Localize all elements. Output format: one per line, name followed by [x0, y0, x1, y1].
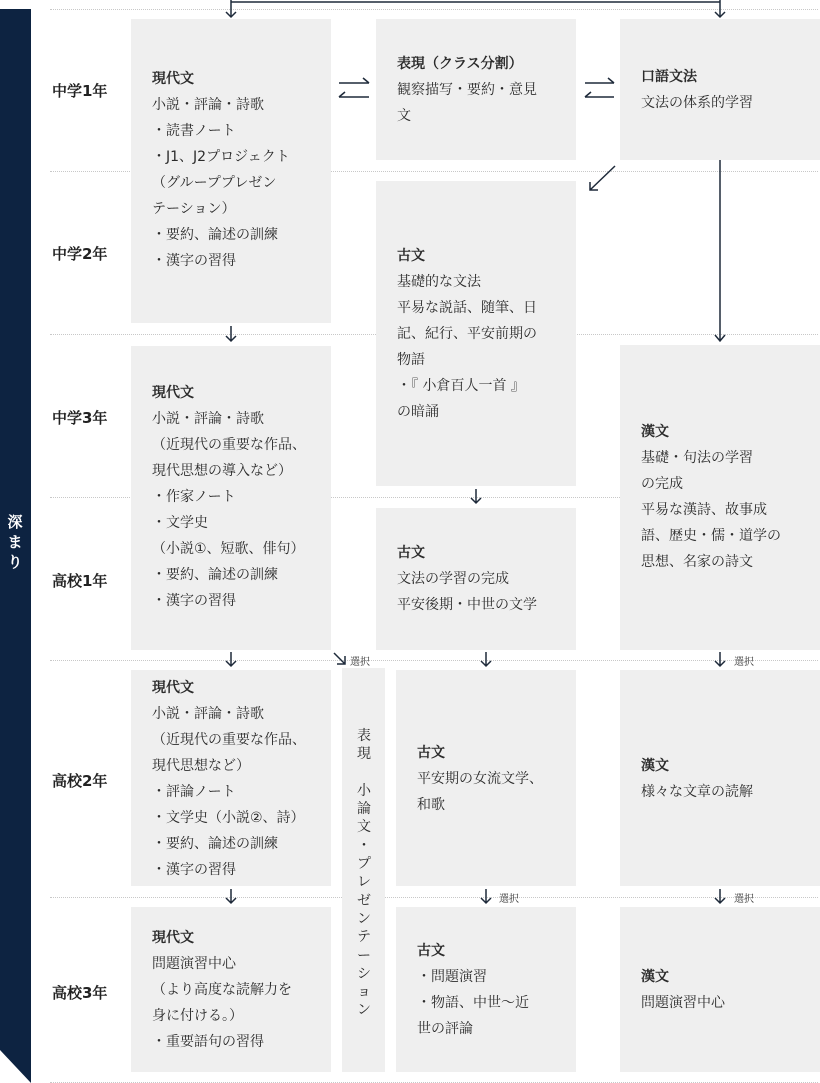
- box-line: 小説・評論・詩歌: [152, 706, 264, 722]
- box-line: ・漢字の習得: [152, 593, 236, 609]
- year-label-h3: 高校3年: [52, 984, 108, 1002]
- box-line: ・問題演習: [417, 969, 487, 985]
- box-line: 現代思想の導入など）: [152, 463, 292, 479]
- select-tag: 選択: [499, 894, 519, 905]
- vertical-char: ー: [357, 947, 371, 964]
- box-line: 問題演習中心: [152, 956, 236, 972]
- vertical-char: ゼ: [357, 892, 371, 909]
- box-line: 思想、名家の詩文: [641, 554, 753, 570]
- box-line: 小説・評論・詩歌: [152, 411, 264, 427]
- vertical-char: レ: [357, 874, 371, 891]
- box-line: 基礎的な文法: [397, 274, 481, 290]
- box-line: 語、歴史・儒・道学の: [641, 528, 781, 544]
- box-line: ・重要語句の習得: [152, 1034, 264, 1050]
- box-line: ・作家ノート: [152, 489, 236, 505]
- box-line: 現代思想など）: [152, 758, 250, 774]
- vertical-char: 文: [357, 819, 371, 836]
- box-line: 平易な漢詩、故事成: [641, 502, 767, 518]
- box-line: ・文学史（小説②、詩）: [152, 810, 305, 826]
- box-line: ・J1、J2プロジェクト: [152, 149, 290, 165]
- down-arrow: [715, 160, 725, 341]
- box-line: 身に付ける。）: [152, 1008, 243, 1024]
- box-line: の暗誦: [397, 404, 439, 420]
- vertical-char: テ: [357, 929, 371, 946]
- vertical-char: シ: [357, 965, 371, 982]
- vertical-char: ン: [357, 1002, 371, 1019]
- down-arrow: [226, 889, 236, 903]
- box-title: 現代文: [152, 930, 194, 946]
- box-title: 口語文法: [641, 69, 697, 85]
- exchange-arrow-right: [585, 78, 614, 83]
- box-line: 和歌: [417, 797, 445, 813]
- vertical-char: ン: [357, 910, 371, 927]
- box-title: 古文: [417, 943, 445, 959]
- box-line: ・評論ノート: [152, 784, 236, 800]
- diagonal-arrow: [590, 166, 615, 190]
- box-line: （グループプレゼン: [152, 175, 277, 191]
- box-title: 漢文: [641, 758, 669, 774]
- box-line: 問題演習中心: [641, 995, 725, 1011]
- depth-label-char: り: [7, 553, 23, 571]
- box-line: （小説①、短歌、俳句）: [152, 541, 305, 557]
- down-arrow: [226, 652, 236, 666]
- box-title: 漢文: [641, 969, 669, 985]
- box-title: 現代文: [152, 385, 194, 401]
- depth-label-char: 深: [7, 513, 23, 531]
- vertical-char: 小: [357, 782, 371, 799]
- vertical-char: ・: [357, 837, 371, 854]
- box-line: 基礎・句法の学習: [641, 450, 753, 466]
- down-arrow: [715, 889, 725, 903]
- box-line: ・漢字の習得: [152, 862, 236, 878]
- box-line: テーション）: [152, 201, 236, 217]
- box-line: 世の評論: [417, 1021, 473, 1037]
- box-line: ・読書ノート: [152, 123, 236, 139]
- diagonal-select-arrow: [334, 653, 345, 664]
- box-line: ・物語、中世～近: [417, 995, 529, 1011]
- box-line: 平安後期・中世の文学: [397, 597, 537, 613]
- box-title: 現代文: [152, 71, 194, 87]
- box-line: ・要約、論述の訓練: [152, 836, 278, 852]
- box-line: （近現代の重要な作品、: [152, 732, 306, 748]
- box-line: 文: [397, 108, 411, 124]
- down-arrow: [715, 652, 725, 666]
- box-line: ・漢字の習得: [152, 253, 236, 269]
- exchange-arrow-right: [339, 78, 369, 83]
- exchange-arrow-left: [339, 92, 369, 97]
- year-label-j2: 中学2年: [52, 245, 108, 263]
- box-line: ・『 小倉百人一首 』: [397, 378, 525, 394]
- year-label-j3: 中学3年: [52, 409, 108, 427]
- box-line: 文法の体系的学習: [641, 95, 753, 111]
- select-tag: 選択: [350, 657, 370, 668]
- down-arrow: [471, 489, 481, 503]
- box-line: の完成: [641, 476, 683, 492]
- box-title: 古文: [397, 248, 425, 264]
- down-arrow: [481, 889, 491, 903]
- box-line: ・要約、論述の訓練: [152, 227, 278, 243]
- box-line: 小説・評論・詩歌: [152, 97, 264, 113]
- box-title: 古文: [417, 745, 445, 761]
- vertical-char: 論: [357, 801, 371, 818]
- year-label-h2: 高校2年: [52, 772, 108, 790]
- depth-label-char: ま: [7, 533, 23, 551]
- exchange-arrow-left: [585, 92, 614, 97]
- down-arrow: [226, 326, 236, 341]
- vertical-char: プ: [357, 856, 371, 873]
- box-title: 表現（クラス分割）: [397, 56, 523, 72]
- year-label-j1: 中学1年: [52, 82, 108, 100]
- box-line: （近現代の重要な作品、: [152, 437, 306, 453]
- box-title: 古文: [397, 545, 425, 561]
- box-line: ・要約、論述の訓練: [152, 567, 278, 583]
- box-title: 現代文: [152, 680, 194, 696]
- year-label-h1: 高校1年: [52, 572, 108, 590]
- box-line: 観察描写・要約・意見: [397, 82, 537, 98]
- select-tag: 選択: [734, 657, 754, 668]
- vertical-char: ョ: [357, 984, 371, 1001]
- box-line: 物語: [397, 352, 425, 368]
- box-line: 記、紀行、平安前期の: [397, 326, 537, 342]
- vertical-char: 現: [357, 746, 371, 763]
- box-line: 文法の学習の完成: [397, 571, 509, 587]
- box-line: 平安期の女流文学、: [417, 771, 543, 787]
- box-line: 平易な説話、随筆、日: [397, 300, 537, 316]
- down-arrow: [481, 652, 491, 666]
- box-line: ・文学史: [152, 515, 208, 531]
- box-line: 様々な文章の読解: [641, 784, 753, 800]
- box-title: 漢文: [641, 424, 669, 440]
- vertical-char: 表: [357, 728, 371, 744]
- box-line: （より高度な読解力を: [152, 982, 292, 998]
- select-tag: 選択: [734, 894, 754, 905]
